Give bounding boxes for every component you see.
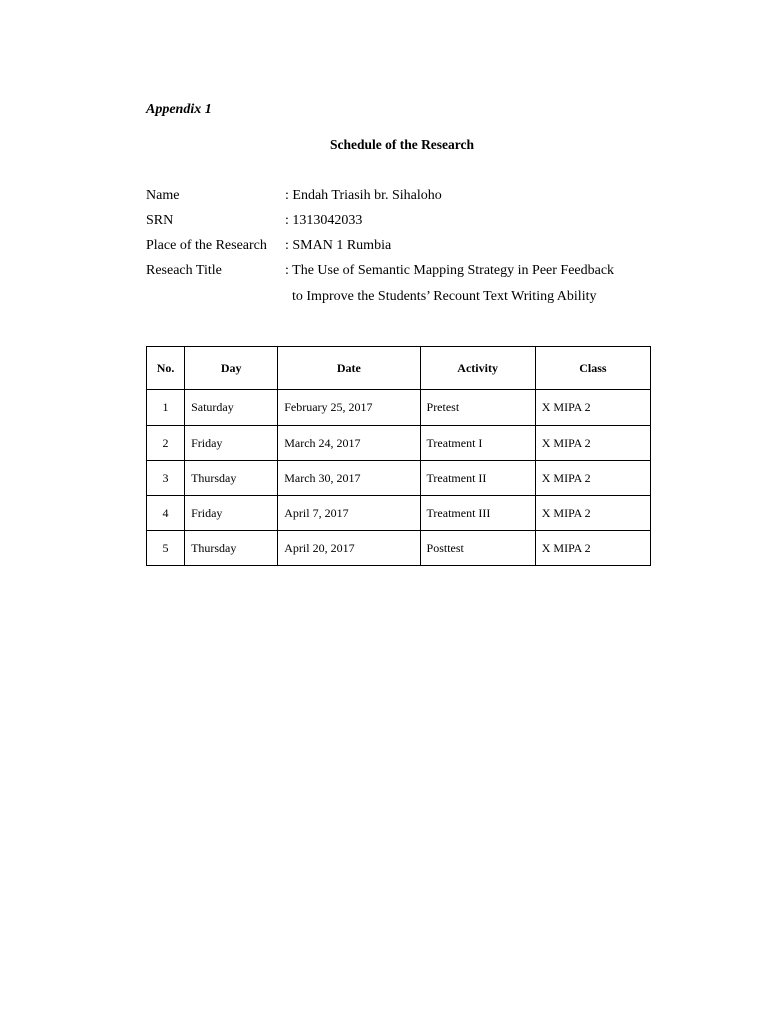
cell-date: March 24, 2017 bbox=[278, 426, 420, 461]
cell-class: X MIPA 2 bbox=[535, 461, 650, 496]
table-row bbox=[147, 461, 651, 496]
cell-activity: Posttest bbox=[420, 531, 535, 566]
schedule-table bbox=[146, 346, 651, 566]
cell-class: X MIPA 2 bbox=[535, 426, 650, 461]
cell-activity: Treatment I bbox=[420, 426, 535, 461]
document-title: Schedule of the Research bbox=[329, 137, 475, 152]
table-row bbox=[147, 496, 651, 531]
appendix-label: Appendix 1 bbox=[146, 102, 212, 117]
cell-no: 1 bbox=[147, 390, 185, 426]
cell-day: Friday bbox=[185, 496, 278, 531]
research-title-label: Reseach Title bbox=[146, 263, 222, 278]
name-label: Name bbox=[146, 188, 180, 203]
cell-day: Saturday bbox=[185, 390, 278, 426]
cell-day: Thursday bbox=[185, 531, 278, 566]
cell-class: X MIPA 2 bbox=[535, 531, 650, 566]
cell-activity: Treatment III bbox=[420, 496, 535, 531]
cell-activity: Pretest bbox=[420, 390, 535, 426]
table-row bbox=[147, 531, 651, 566]
cell-date: March 30, 2017 bbox=[278, 461, 420, 496]
research-title-value-line2: to Improve the Students’ Recount Text Writing Ability bbox=[292, 289, 597, 304]
srn-value: : 1313042033 bbox=[285, 213, 363, 228]
srn-label: SRN bbox=[146, 213, 174, 228]
cell-date: April 20, 2017 bbox=[278, 531, 420, 566]
header-activity: Activity bbox=[420, 347, 535, 390]
table-row bbox=[147, 426, 651, 461]
header-day: Day bbox=[185, 347, 278, 390]
table-row bbox=[147, 390, 651, 426]
cell-date: April 7, 2017 bbox=[278, 496, 420, 531]
place-label: Place of the Research bbox=[146, 238, 267, 253]
cell-activity: Treatment II bbox=[420, 461, 535, 496]
header-date: Date bbox=[278, 347, 420, 390]
cell-no: 5 bbox=[147, 531, 185, 566]
header-no: No. bbox=[147, 347, 185, 390]
research-title-value-line1: : The Use of Semantic Mapping Strategy in Peer Feedback bbox=[285, 263, 615, 278]
cell-day: Friday bbox=[185, 426, 278, 461]
name-value: : Endah Triasih br. Sihaloho bbox=[285, 188, 442, 203]
cell-class: X MIPA 2 bbox=[535, 390, 650, 426]
cell-no: 3 bbox=[147, 461, 185, 496]
table-header-row bbox=[147, 347, 651, 390]
cell-no: 2 bbox=[147, 426, 185, 461]
cell-date: February 25, 2017 bbox=[278, 390, 420, 426]
cell-no: 4 bbox=[147, 496, 185, 531]
header-class: Class bbox=[535, 347, 650, 390]
cell-day: Thursday bbox=[185, 461, 278, 496]
place-value: : SMAN 1 Rumbia bbox=[285, 238, 392, 253]
cell-class: X MIPA 2 bbox=[535, 496, 650, 531]
